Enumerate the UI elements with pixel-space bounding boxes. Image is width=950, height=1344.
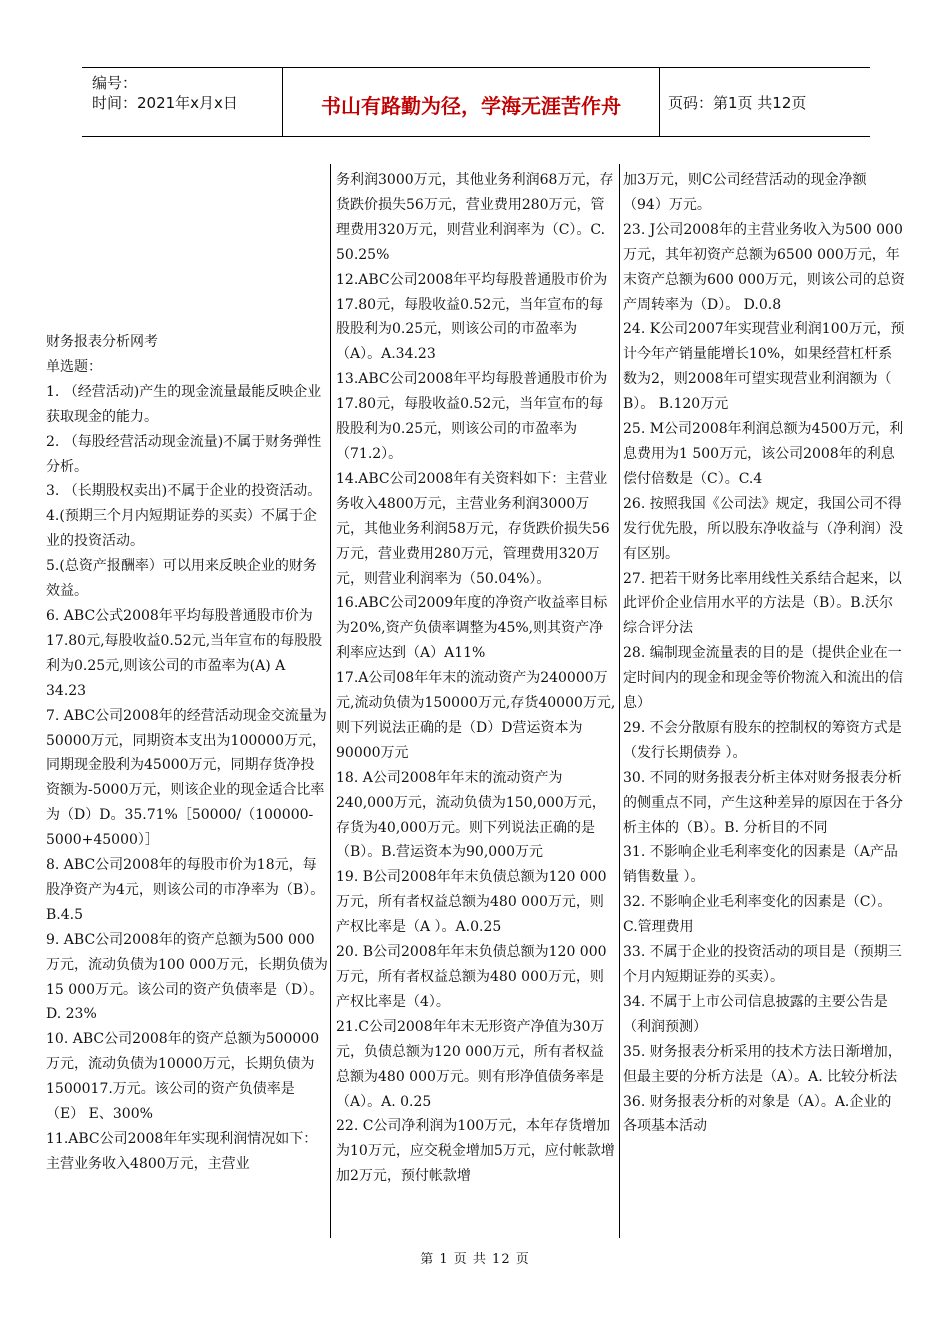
document-number-label: 编号： — [92, 74, 138, 92]
question-item: 31. 不影响企业毛利率变化的因素是（A产品销售数量 ）。 — [623, 844, 898, 886]
question-item: 6. ABC公式2008年平均每股普通股市价为17.80元,每股收益0.52元,当年宣布的每股股利为0.25元,则该公司的市盈率为(A) A 34.23 — [46, 607, 323, 699]
question-item: 27. 把若干财务比率用线性关系结合起来，以此评价企业信用水平的方法是（B）。B.沃尔综合评分法 — [623, 570, 902, 637]
section-heading: 单选题： — [46, 358, 102, 375]
question-item: 33. 不属于企业的投资活动的项目是（预期三个月内短期证券的买卖）。 — [623, 944, 902, 985]
question-item: 23. J公司2008年的主营业务收入为500 000万元，其年初资产总额为6500 000万元，年末资产总额为600 000万元，则该公司的总资产周转率为（D）。 D.0.8 — [623, 221, 905, 313]
question-item: 22. C公司净利润为100万元，本年存货增加为10万元，应交税金增加5万元，应付帐款增加2万元，预付帐款增 — [336, 1118, 615, 1185]
header-motto-cell — [283, 68, 660, 136]
text-column-1 — [46, 168, 328, 1177]
document-date-label: 时间：2021年x月x日 — [92, 94, 238, 112]
question-item: 26. 按照我国《公司法》规定，我国公司不得发行优先股，所以股东净收益与（净利润）没有区别。 — [623, 495, 903, 562]
text-column-3 — [623, 168, 905, 1139]
question-item: 29. 不会分散原有股东的控制权的筹资方式是（发行长期债券 ）。 — [623, 719, 902, 761]
question-item: 12.ABC公司2008年平均每股普通股市价为17.80元，每股收益0.52元，当年宣布的每股股利为0.25元，则该公司的市盈率为（A）。A.34.23 — [336, 271, 608, 363]
question-item: 7. ABC公司2008年的经营活动现金交流量为50000万元，同期资本支出为100000万元，同期现金股利为45000万元，同期存货净投资额为-5000万元，则该企业的现金适合比率为（D）D。35.71%［50000/（100000-5000+45000）］ — [46, 707, 327, 849]
question-item: 25. M公司2008年利润总额为4500万元，利息费用为1 500万元，该公司2008年的利息偿付倍数是（C）。C.4 — [623, 421, 904, 487]
question-item: 17.A公司08年年末的流动资产为240000万元,流动负债为150000万元,存货40000万元,则下列说法正确的是（D）D营运资本为90000万元 — [336, 670, 616, 761]
question-item: 4.(预期三个月内短期证券的买卖）不属于企业的投资活动。 — [46, 508, 317, 550]
question-item: 8. ABC公司2008年的每股市价为18元，每股净资产为4元，则该公司的市净率为（B）。B.4.5 — [46, 857, 325, 923]
question-item: 5.(总资产报酬率）可以用来反映企业的财务效益。 — [46, 558, 317, 600]
question-item: 18. A公司2008年年末的流动资产为240,000万元，流动负债为150,000万元，存货为40,000万元。则下列说法正确的是（B）。B.营运资本为90,000万元 — [336, 769, 606, 861]
question-item: 24. K公司2007年实现营业利润100万元，预计今年产销量能增长10%，如果经营杠杆系数为2，则2008年可望实现营业利润额为（ B）。 B.120万元 — [623, 321, 905, 413]
header-meta-cell — [82, 68, 283, 136]
column-divider — [619, 164, 620, 1238]
question-item: 3. （长期股权卖出)不属于企业的投资活动。 — [46, 483, 322, 500]
question-item: 21.C公司2008年年末无形资产净值为30万元，负债总额为120 000万元，所有者权益总额为480 000万元。则有形净值债务率是（A）。A. 0.25 — [336, 1018, 605, 1110]
question-item: 1. （经营活动)产生的现金流量最能反映企业获取现金的能力。 — [46, 383, 322, 425]
header-page-cell — [660, 68, 870, 136]
question-item: 30. 不同的财务报表分析主体对财务报表分析的侧重点不同，产生这种差异的原因在于各分析主体的（B）。B. 分析目的不同 — [623, 769, 903, 836]
header-motto: 书山有路勤为径，学海无涯苦作舟 — [321, 94, 621, 118]
page-header — [82, 67, 870, 137]
question-item: 务利润3000万元，其他业务利润68万元，存货跌价损失56万元，营业费用280万元，管理费用320万元，则营业利润率为（C）。C. 50.25% — [336, 172, 614, 263]
question-item: 35. 财务报表分析采用的技术方法日渐增加，但最主要的分析方法是（A）。A. 比较分析法 — [623, 1043, 902, 1085]
question-item: 32. 不影响企业毛利率变化的因素是（C）。 C.管理费用 — [623, 894, 892, 936]
question-item: 11.ABC公司2008年年实现利润情况如下：主营业务收入4800万元，主营业 — [46, 1131, 318, 1172]
question-item: 10. ABC公司2008年的资产总额为500000万元，流动负债为10000万元，长期负债为1500017.万元。该公司的资产负债率是（E） E、300% — [46, 1031, 320, 1123]
question-item: 13.ABC公司2008年平均每股普通股市价为17.80元，每股收益0.52元，当年宣布的每股股利为0.25元，则该公司的市盈率为（71.2）。 — [336, 371, 608, 462]
question-item: 9. ABC公司2008年的资产总额为500 000万元，流动负债为100 000万元，长期负债为15 000万元。该公司的资产负债率是（D）。D. 23% — [46, 931, 328, 1023]
question-item: 34. 不属于上市公司信息披露的主要公告是（利润预测） — [623, 993, 888, 1035]
column-divider — [330, 164, 331, 1238]
question-item: 28. 编制现金流量表的目的是（提供企业在一定时间内的现金和现金等价物流入和流出的信息） — [623, 645, 903, 712]
page-number-label: 页码：第1页 共12页 — [668, 94, 807, 112]
question-item: 2. （每股经营活动现金流量)不属于财务弹性分析。 — [46, 433, 322, 475]
text-column-2 — [336, 168, 617, 1189]
column-top-space — [46, 168, 328, 330]
question-item: 36. 财务报表分析的对象是（A）。A.企业的各项基本活动 — [623, 1093, 892, 1135]
question-item: 14.ABC公司2008年有关资料如下：主营业务收入4800万元，主营业务利润3000万元，其他业务利润58万元，存货跌价损失56万元，营业费用280万元，管理费用320万元，则营业利润率为（50.04%）。 — [336, 470, 610, 587]
page-footer: 第 1 页 共 12 页 — [420, 1252, 530, 1267]
question-item: 16.ABC公司2009年度的净资产收益率目标为20%,资产负债率调整为45%,则其资产净利率应达到（A）A11% — [336, 595, 608, 662]
question-item: 加3万元，则C公司经营活动的现金净额（94）万元。 — [623, 172, 867, 213]
document-title: 财务报表分析网考 — [46, 334, 158, 350]
question-item: 19. B公司2008年年末负债总额为120 000万元，所有者权益总额为480 000万元，则产权比率是（A ）。A.0.25 — [336, 869, 607, 936]
question-item: 20. B公司2008年年末负债总额为120 000万元，所有者权益总额为480 000万元，则产权比率是（4）。 — [336, 944, 607, 1010]
